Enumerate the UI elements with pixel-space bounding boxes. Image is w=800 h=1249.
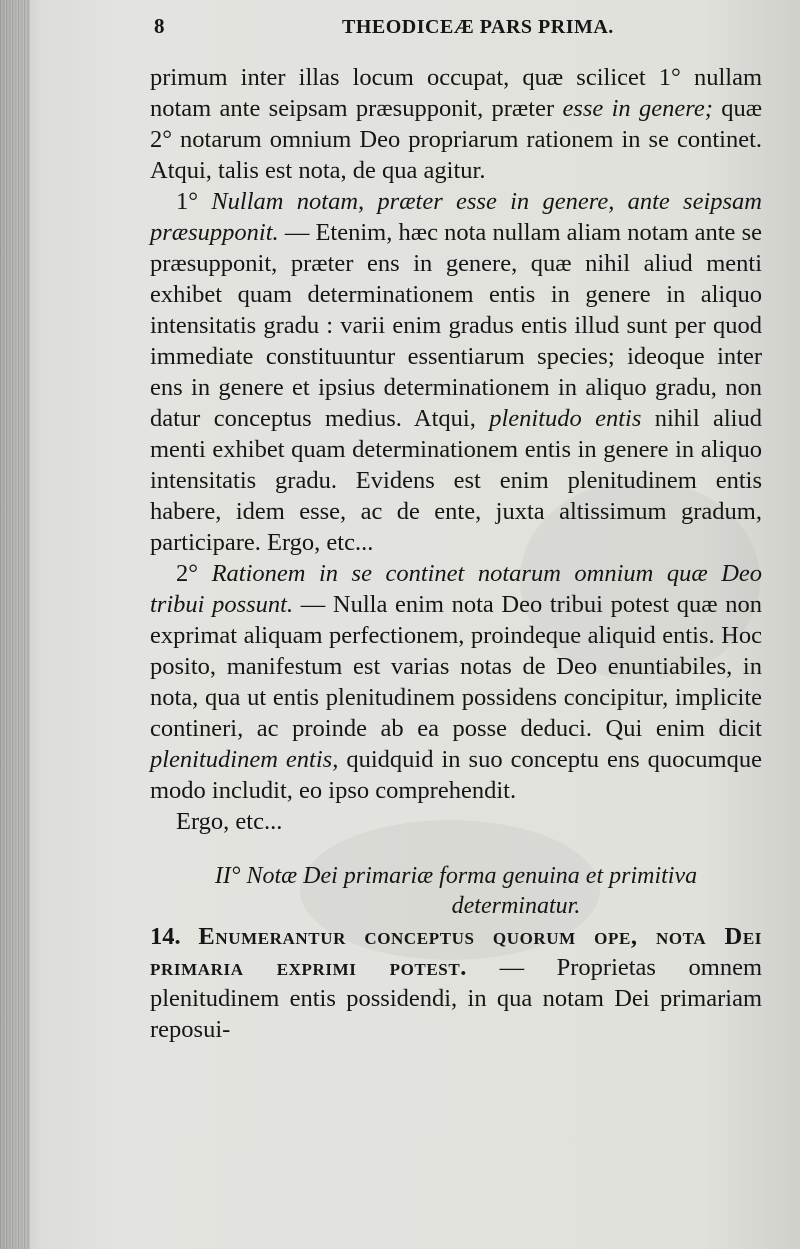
text-run: nihil aliud menti exhibet quam determinationem entis in genere in aliquo intensitatis gradu. Evidens est enim plenitudinem entis habere, idem esse, ac de ente, juxta altissimum gradum, participare. Ergo, etc...: [150, 405, 762, 556]
text-run: primum inter illas locum occupat, quæ scilicet 1° nullam notam ante seipsam præsupponit, præter: [150, 64, 762, 122]
section-title-line1: Notæ Dei primariæ forma genuina et primitiva: [246, 863, 698, 889]
page-gutter: [0, 0, 30, 1249]
text-run: — Nulla enim nota Deo tribui potest quæ non exprimat aliquam perfectionem, proindeque aliquid entis. Hoc posito, manifestum est varias notas de Deo enuntiabiles, in nota, qua ut entis plenitudinem possidens concipitur, implicite contineri, ac proinde ab ea posse deduci. Qui enim dicit: [150, 591, 762, 742]
section-numeral: II°: [214, 863, 241, 889]
paragraph-first-point: [150, 186, 762, 558]
text-run: — Etenim, hæc nota nullam aliam notam ante se præsupponit, præter ens in genere, quæ nihil aliud menti exhibet quam determinationem entis in genere in aliquo intensitatis gradu : varii enim gradus entis illud sunt per quod immediate constituuntur essentiarum species; ideoque inter ens in genere et ipsius determinationem in aliquo gradu, non datur conceptus medius. Atqui,: [150, 219, 762, 432]
text-run: quidquid in suo conceptu ens quocumque modo includit, eo ipso comprehendit.: [150, 746, 762, 804]
italic-run: esse in genere;: [562, 95, 713, 122]
body-text: [150, 62, 762, 1045]
subsection-paragraph: [150, 921, 762, 1045]
italic-run: Nullam notam, præter esse in genere, ante seipsam præsupponit.: [150, 188, 762, 246]
page-number: 8: [154, 14, 165, 38]
point-number: 2°: [176, 560, 199, 587]
section-title-line2: determinatur.: [451, 893, 581, 919]
point-number: 1°: [176, 188, 199, 215]
text-run: quæ 2° notarum omnium Deo propriarum rationem in se continet. Atqui, talis est nota, de qua agitur.: [150, 95, 763, 184]
running-title: THEODICEÆ PARS PRIMA.: [342, 16, 614, 38]
paragraph-conclusion: Ergo, etc...: [176, 808, 283, 835]
subsection-number: 14.: [150, 923, 181, 950]
section-heading: [150, 861, 762, 921]
text-run: — Proprietas omnem plenitudinem entis possidendi, in qua notam Dei primariam reposui-: [150, 954, 762, 1043]
italic-run: Rationem in se continet notarum omnium quæ Deo tribui possunt.: [150, 560, 763, 618]
italic-run: plenitudo entis: [489, 405, 642, 432]
paragraph-continuation: [150, 62, 762, 186]
paragraph-second-point: [150, 558, 762, 806]
italic-run: plenitudinem entis,: [150, 746, 339, 773]
subsection-title: Enumerantur conceptus quorum ope, nota Dei primaria exprimi potest.: [150, 923, 763, 981]
running-header: [150, 14, 770, 44]
